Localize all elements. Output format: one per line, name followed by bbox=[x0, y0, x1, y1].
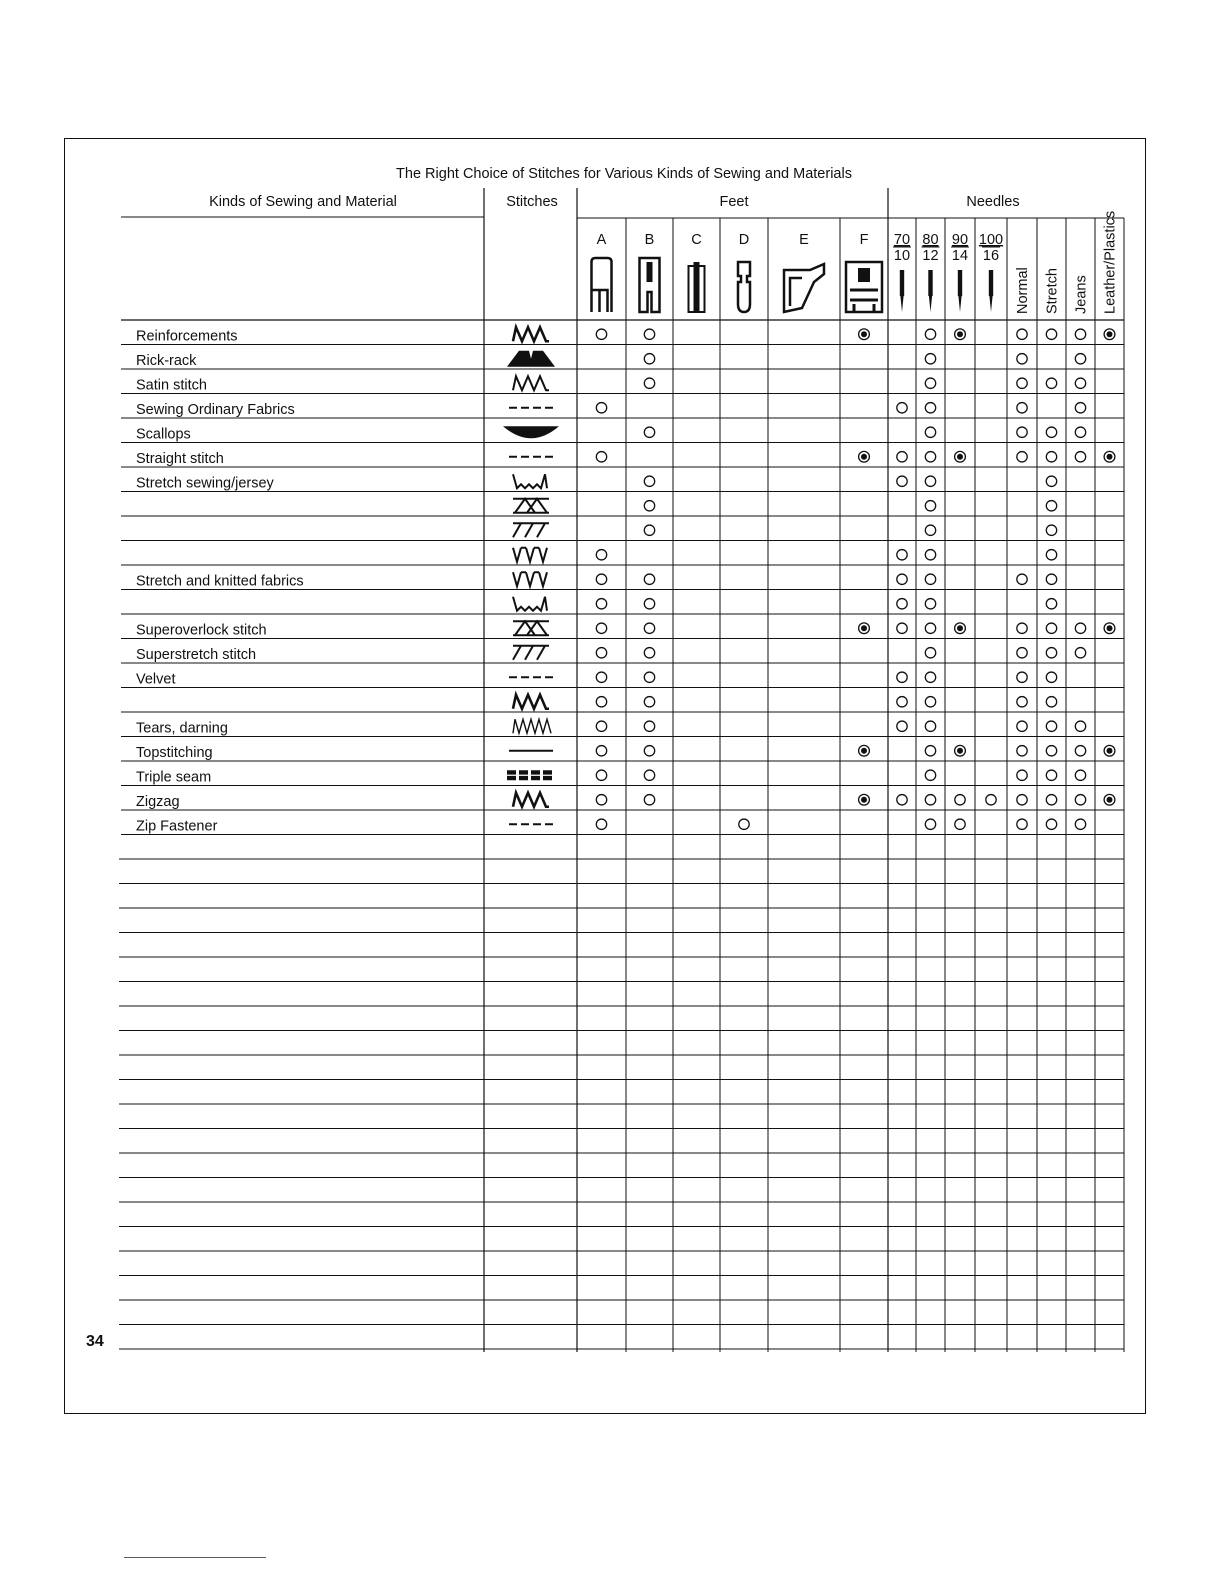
open-circle-mark bbox=[925, 378, 935, 388]
row-label: Satin stitch bbox=[136, 377, 207, 394]
open-circle-mark bbox=[897, 599, 907, 609]
open-circle-mark bbox=[897, 795, 907, 805]
open-circle-mark bbox=[925, 746, 935, 756]
table-row bbox=[136, 745, 1115, 761]
open-circle-mark bbox=[644, 378, 654, 388]
table-row bbox=[136, 376, 1086, 393]
open-circle-mark bbox=[925, 721, 935, 731]
open-circle-mark bbox=[1046, 672, 1056, 682]
table-row bbox=[136, 646, 1086, 663]
table-row bbox=[136, 402, 1086, 418]
open-circle-mark bbox=[644, 770, 654, 780]
open-circle-mark bbox=[596, 550, 606, 560]
column-headers bbox=[592, 211, 1119, 314]
open-circle-mark bbox=[1017, 574, 1027, 584]
filled-circle-mark bbox=[955, 329, 966, 340]
filled-circle-mark bbox=[1104, 745, 1115, 756]
open-circle-mark bbox=[644, 599, 654, 609]
open-circle-mark bbox=[644, 721, 654, 731]
vvv-stitch-icon bbox=[513, 548, 547, 562]
open-circle-mark bbox=[1046, 599, 1056, 609]
open-circle-mark bbox=[596, 672, 606, 682]
open-circle-mark bbox=[925, 501, 935, 511]
open-circle-mark bbox=[925, 795, 935, 805]
open-circle-mark bbox=[925, 770, 935, 780]
open-circle-mark bbox=[897, 574, 907, 584]
open-circle-mark bbox=[1075, 329, 1085, 339]
open-circle-mark bbox=[1046, 697, 1056, 707]
needle-icon bbox=[958, 270, 962, 312]
open-circle-mark bbox=[897, 550, 907, 560]
open-circle-mark bbox=[1017, 648, 1027, 658]
open-circle-mark bbox=[644, 623, 654, 633]
open-circle-mark bbox=[644, 525, 654, 535]
row-label: Stretch sewing/jersey bbox=[136, 475, 274, 492]
multi-zigzag-stitch-icon bbox=[513, 719, 551, 733]
open-circle-mark bbox=[1046, 525, 1056, 535]
foot-label-c: C bbox=[691, 232, 702, 248]
stretch-blind-stitch-icon bbox=[513, 474, 547, 488]
table-title: The Right Choice of Stitches for Various Kinds of Sewing and Materials bbox=[396, 166, 852, 182]
filled-circle-mark bbox=[955, 623, 966, 634]
foot-label-d: D bbox=[738, 232, 750, 248]
triple-zigzag-stitch-icon bbox=[513, 327, 549, 341]
table-row bbox=[136, 451, 1115, 467]
header-needles: Needles bbox=[966, 194, 1020, 210]
row-label: Straight stitch bbox=[136, 450, 224, 467]
needle-icon bbox=[928, 270, 932, 312]
row-label: Zip Fastener bbox=[136, 818, 218, 835]
triple-zigzag-stitch-icon bbox=[513, 793, 549, 807]
open-circle-mark bbox=[644, 648, 654, 658]
open-circle-mark bbox=[1075, 427, 1085, 437]
open-circle-mark bbox=[1075, 623, 1085, 633]
filled-circle-mark bbox=[1104, 451, 1115, 462]
foot-label-f: F bbox=[859, 232, 869, 248]
filled-circle-mark bbox=[859, 451, 870, 462]
open-circle-mark bbox=[955, 795, 965, 805]
open-circle-mark bbox=[596, 403, 606, 413]
open-circle-mark bbox=[1046, 501, 1056, 511]
row-label: Superoverlock stitch bbox=[136, 622, 267, 639]
overlock-stitch-icon bbox=[513, 499, 549, 513]
needle-icon bbox=[900, 270, 904, 312]
rick-rack-stitch-icon bbox=[507, 351, 555, 367]
table-row bbox=[136, 719, 1086, 736]
open-circle-mark bbox=[925, 452, 935, 462]
open-circle-mark bbox=[1046, 476, 1056, 486]
row-label: Velvet bbox=[136, 671, 176, 688]
overlock-stitch-icon bbox=[513, 621, 549, 635]
open-circle-mark bbox=[644, 574, 654, 584]
open-circle-mark bbox=[897, 476, 907, 486]
open-circle-mark bbox=[925, 476, 935, 486]
open-circle-mark bbox=[596, 770, 606, 780]
open-circle-mark bbox=[925, 403, 935, 413]
foot-label-a: A bbox=[596, 232, 607, 248]
scallop-stitch-icon bbox=[503, 426, 559, 438]
header-kinds: Kinds of Sewing and Material bbox=[209, 194, 397, 210]
vvv-stitch-icon bbox=[513, 572, 547, 586]
needle-size-bottom: 16 bbox=[982, 248, 1000, 264]
open-circle-mark bbox=[1017, 329, 1027, 339]
open-circle-mark bbox=[897, 697, 907, 707]
open-circle-mark bbox=[644, 746, 654, 756]
open-circle-mark bbox=[596, 623, 606, 633]
triple-seam-stitch-icon bbox=[507, 770, 555, 780]
open-circle-mark bbox=[596, 599, 606, 609]
open-circle-mark bbox=[1046, 746, 1056, 756]
open-circle-mark bbox=[596, 452, 606, 462]
open-circle-mark bbox=[1017, 427, 1027, 437]
row-label: Superstretch stitch bbox=[136, 646, 257, 663]
open-circle-mark bbox=[596, 819, 606, 829]
open-circle-mark bbox=[596, 721, 606, 731]
open-circle-mark bbox=[1017, 623, 1027, 633]
row-label: Stretch and knitted fabrics bbox=[136, 573, 304, 590]
open-circle-mark bbox=[644, 427, 654, 437]
open-circle-mark bbox=[644, 697, 654, 707]
table-row bbox=[136, 327, 1115, 344]
open-circle-mark bbox=[739, 819, 749, 829]
needle-type-label: Normal bbox=[1015, 267, 1031, 314]
row-label: Tears, darning bbox=[136, 720, 228, 737]
page-number: 34 bbox=[86, 1333, 104, 1350]
presser-foot-d-icon bbox=[738, 262, 750, 312]
needle-type-label: Leather/Plastics bbox=[1102, 210, 1119, 314]
open-circle-mark bbox=[644, 795, 654, 805]
header-stitches: Stitches bbox=[506, 194, 558, 210]
open-circle-mark bbox=[897, 452, 907, 462]
open-circle-mark bbox=[596, 329, 606, 339]
open-circle-mark bbox=[1046, 648, 1056, 658]
filled-circle-mark bbox=[955, 451, 966, 462]
filled-circle-mark bbox=[859, 329, 870, 340]
superstretch-stitch-icon bbox=[513, 646, 549, 660]
presser-foot-b-icon bbox=[640, 258, 660, 312]
table-row bbox=[136, 818, 1086, 834]
open-circle-mark bbox=[1046, 574, 1056, 584]
open-circle-mark bbox=[1017, 672, 1027, 682]
open-circle-mark bbox=[644, 672, 654, 682]
row-label: Reinforcements bbox=[136, 328, 238, 345]
open-circle-mark bbox=[596, 648, 606, 658]
open-circle-mark bbox=[925, 648, 935, 658]
open-circle-mark bbox=[1017, 721, 1027, 731]
open-circle-mark bbox=[925, 427, 935, 437]
open-circle-mark bbox=[1075, 770, 1085, 780]
open-circle-mark bbox=[596, 697, 606, 707]
open-circle-mark bbox=[1075, 746, 1085, 756]
foot-label-b: B bbox=[644, 232, 655, 248]
open-circle-mark bbox=[1075, 648, 1085, 658]
zigzag-stitch-icon bbox=[513, 376, 549, 390]
presser-foot-e-icon bbox=[784, 264, 824, 312]
row-label: Sewing Ordinary Fabrics bbox=[136, 401, 295, 418]
open-circle-mark bbox=[1075, 378, 1085, 388]
bottom-link-underline bbox=[124, 1557, 266, 1558]
needle-size-bottom: 14 bbox=[951, 248, 969, 264]
open-circle-mark bbox=[925, 550, 935, 560]
open-circle-mark bbox=[925, 623, 935, 633]
open-circle-mark bbox=[644, 501, 654, 511]
open-circle-mark bbox=[644, 354, 654, 364]
open-circle-mark bbox=[596, 795, 606, 805]
table-grid bbox=[119, 188, 1124, 1352]
table-row bbox=[136, 671, 1057, 687]
stretch-blind-stitch-icon bbox=[513, 597, 547, 611]
open-circle-mark bbox=[1075, 721, 1085, 731]
open-circle-mark bbox=[1017, 452, 1027, 462]
open-circle-mark bbox=[925, 819, 935, 829]
table-rows bbox=[136, 327, 1115, 834]
open-circle-mark bbox=[1075, 452, 1085, 462]
open-circle-mark bbox=[925, 599, 935, 609]
open-circle-mark bbox=[897, 672, 907, 682]
needle-size-top: 100 bbox=[978, 232, 1004, 248]
filled-circle-mark bbox=[859, 794, 870, 805]
open-circle-mark bbox=[596, 746, 606, 756]
open-circle-mark bbox=[1046, 721, 1056, 731]
open-circle-mark bbox=[925, 329, 935, 339]
open-circle-mark bbox=[925, 672, 935, 682]
presser-foot-f-icon bbox=[846, 262, 882, 312]
open-circle-mark bbox=[1017, 378, 1027, 388]
needle-size-bottom: 12 bbox=[922, 248, 939, 264]
open-circle-mark bbox=[1075, 354, 1085, 364]
open-circle-mark bbox=[1046, 452, 1056, 462]
needle-size-top: 70 bbox=[893, 232, 911, 248]
row-label: Rick-rack bbox=[136, 352, 197, 369]
open-circle-mark bbox=[897, 721, 907, 731]
filled-circle-mark bbox=[1104, 623, 1115, 634]
open-circle-mark bbox=[644, 476, 654, 486]
open-circle-mark bbox=[1046, 427, 1056, 437]
open-circle-mark bbox=[897, 403, 907, 413]
open-circle-mark bbox=[897, 623, 907, 633]
needle-size-bottom: 10 bbox=[893, 248, 911, 264]
needle-type-label: Jeans bbox=[1073, 275, 1090, 314]
row-label: Triple seam bbox=[136, 769, 212, 786]
open-circle-mark bbox=[1046, 770, 1056, 780]
open-circle-mark bbox=[1046, 795, 1056, 805]
superstretch-stitch-icon bbox=[513, 523, 549, 537]
table-row bbox=[136, 572, 1057, 589]
open-circle-mark bbox=[1046, 623, 1056, 633]
table-row bbox=[136, 351, 1086, 369]
open-circle-mark bbox=[1017, 819, 1027, 829]
open-circle-mark bbox=[925, 354, 935, 364]
table-row bbox=[136, 769, 1086, 785]
filled-circle-mark bbox=[955, 745, 966, 756]
open-circle-mark bbox=[1075, 403, 1085, 413]
open-circle-mark bbox=[644, 329, 654, 339]
needle-size-top: 80 bbox=[922, 232, 939, 248]
open-circle-mark bbox=[955, 819, 965, 829]
open-circle-mark bbox=[986, 795, 996, 805]
presser-foot-c-icon bbox=[689, 262, 705, 312]
row-label: Zigzag bbox=[136, 793, 180, 810]
open-circle-mark bbox=[1017, 746, 1027, 756]
open-circle-mark bbox=[925, 697, 935, 707]
open-circle-mark bbox=[596, 574, 606, 584]
open-circle-mark bbox=[1046, 550, 1056, 560]
open-circle-mark bbox=[1017, 697, 1027, 707]
filled-circle-mark bbox=[1104, 794, 1115, 805]
table-row bbox=[136, 621, 1115, 638]
open-circle-mark bbox=[1017, 795, 1027, 805]
needle-type-label: Stretch bbox=[1044, 268, 1061, 314]
row-label: Topstitching bbox=[136, 744, 213, 761]
open-circle-mark bbox=[925, 574, 935, 584]
filled-circle-mark bbox=[859, 745, 870, 756]
table-row bbox=[136, 793, 1115, 810]
triple-zigzag-stitch-icon bbox=[513, 695, 549, 709]
needle-size-top: 90 bbox=[951, 232, 969, 248]
foot-label-e: E bbox=[799, 232, 809, 248]
open-circle-mark bbox=[1017, 403, 1027, 413]
table-row bbox=[136, 426, 1086, 442]
open-circle-mark bbox=[1046, 819, 1056, 829]
open-circle-mark bbox=[1017, 354, 1027, 364]
open-circle-mark bbox=[1046, 329, 1056, 339]
header-feet: Feet bbox=[719, 194, 749, 210]
filled-circle-mark bbox=[859, 623, 870, 634]
presser-foot-a-icon bbox=[592, 258, 612, 312]
open-circle-mark bbox=[1017, 770, 1027, 780]
open-circle-mark bbox=[1075, 795, 1085, 805]
open-circle-mark bbox=[1046, 378, 1056, 388]
needle-icon bbox=[989, 270, 993, 312]
filled-circle-mark bbox=[1104, 329, 1115, 340]
row-label: Scallops bbox=[136, 426, 191, 443]
table-row bbox=[136, 474, 1057, 491]
open-circle-mark bbox=[925, 525, 935, 535]
open-circle-mark bbox=[1075, 819, 1085, 829]
